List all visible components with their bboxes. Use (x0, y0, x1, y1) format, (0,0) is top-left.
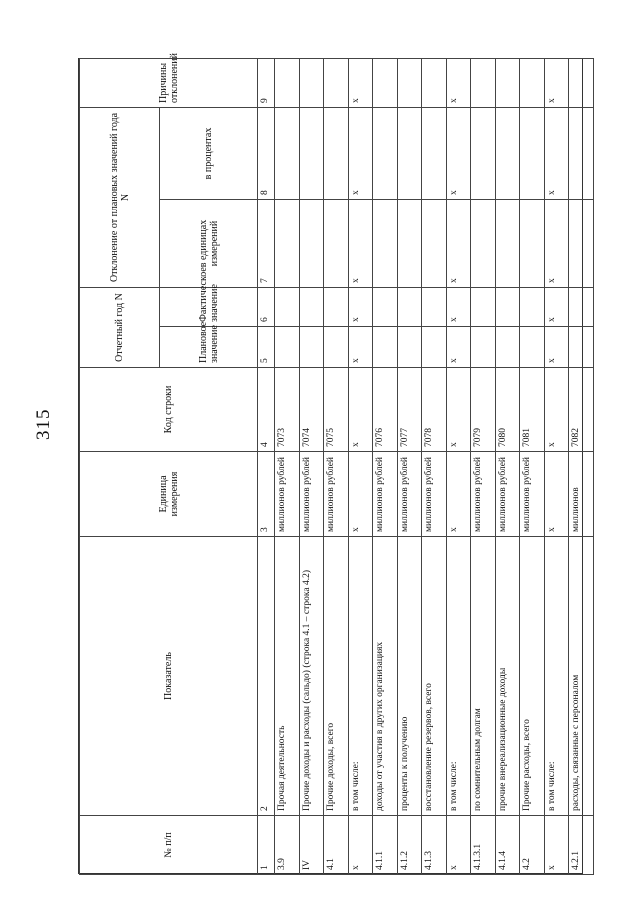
row-indicator: проценты к получению (397, 537, 422, 816)
table-row (495, 58, 520, 874)
header-code: Код строки (80, 368, 258, 452)
row-deviation-units (520, 199, 545, 287)
row-deviation-percent (275, 107, 300, 199)
row-deviation-units: x (446, 199, 471, 287)
row-reasons: x (446, 58, 471, 107)
row-indicator: в том числе: (348, 537, 373, 816)
row-deviation-percent (569, 107, 594, 199)
row-unit: миллионов рублей (422, 452, 447, 537)
row-planned-value: x (348, 327, 373, 368)
row-planned-value (471, 327, 496, 368)
row-unit: x (348, 452, 373, 537)
row-deviation-units (495, 199, 520, 287)
row-reasons (275, 58, 300, 107)
row-actual-value (569, 287, 594, 326)
row-planned-value: x (446, 327, 471, 368)
row-actual-value: x (348, 287, 373, 326)
row-deviation-units (275, 199, 300, 287)
row-indicator: прочие внереализационные доходы (495, 537, 520, 816)
column-number: 9 (258, 58, 275, 107)
row-planned-value (569, 327, 594, 368)
column-number: 4 (258, 368, 275, 452)
row-code: 7082 (569, 368, 594, 452)
row-code: x (544, 368, 569, 452)
row-actual-value (373, 287, 398, 326)
row-actual-value (397, 287, 422, 326)
row-indicator: в том числе: (544, 537, 569, 816)
row-reasons (520, 58, 545, 107)
row-planned-value (495, 327, 520, 368)
row-code: 7077 (397, 368, 422, 452)
table-body (275, 58, 594, 874)
column-numbers-row (258, 58, 275, 874)
row-number: 4.1.3.1 (471, 816, 496, 875)
row-deviation-units (422, 199, 447, 287)
row-indicator: восстановление резервов, всего (422, 537, 447, 816)
column-number: 7 (258, 199, 275, 287)
row-code: 7074 (299, 368, 324, 452)
table-row (397, 58, 422, 874)
row-indicator: по сомнительным долгам (471, 537, 496, 816)
row-indicator: Прочие доходы, всего (324, 537, 349, 816)
row-actual-value: x (446, 287, 471, 326)
row-planned-value (324, 327, 349, 368)
row-indicator: доходы от участия в других организациях (373, 537, 398, 816)
row-code: x (446, 368, 471, 452)
row-actual-value (299, 287, 324, 326)
row-actual-value (275, 287, 300, 326)
row-reasons (471, 58, 496, 107)
table-row (324, 58, 349, 874)
header-unit: Единица измерения (80, 452, 258, 537)
header-reasons: Причины отклонений (80, 58, 258, 107)
row-planned-value (520, 327, 545, 368)
row-unit: миллионов рублей (373, 452, 398, 537)
table-row (544, 58, 569, 874)
row-number: 4.1.2 (397, 816, 422, 875)
row-actual-value (495, 287, 520, 326)
row-actual-value (520, 287, 545, 326)
header-num: № п/п (80, 816, 258, 875)
page-number: 315 (33, 408, 54, 440)
row-deviation-percent: x (446, 107, 471, 199)
row-indicator: Прочие доходы и расходы (сальдо) (строка 4.1 – строка 4.2) (299, 537, 324, 816)
row-number: x (446, 816, 471, 875)
row-deviation-percent: x (348, 107, 373, 199)
header-in-units: в единицах измерений (160, 199, 258, 287)
row-number: 4.1.3 (422, 816, 447, 875)
row-planned-value (422, 327, 447, 368)
row-unit: миллионов (569, 452, 594, 537)
row-number: 3.9 (275, 816, 300, 875)
row-deviation-percent (373, 107, 398, 199)
row-reasons (299, 58, 324, 107)
row-number: 4.1 (324, 816, 349, 875)
table-row (299, 58, 324, 874)
table-row (422, 58, 447, 874)
row-deviation-percent (397, 107, 422, 199)
column-number: 8 (258, 107, 275, 199)
row-reasons (373, 58, 398, 107)
row-deviation-units (373, 199, 398, 287)
row-code: 7080 (495, 368, 520, 452)
row-number: 4.1.4 (495, 816, 520, 875)
row-planned-value (397, 327, 422, 368)
row-reasons (495, 58, 520, 107)
row-code: x (348, 368, 373, 452)
row-number: x (544, 816, 569, 875)
row-unit: миллионов рублей (397, 452, 422, 537)
column-number: 3 (258, 452, 275, 537)
row-planned-value (373, 327, 398, 368)
table-row (471, 58, 496, 874)
row-number: 4.2 (520, 816, 545, 875)
row-unit: миллионов рублей (520, 452, 545, 537)
row-deviation-percent (471, 107, 496, 199)
row-deviation-units: x (348, 199, 373, 287)
row-actual-value: x (544, 287, 569, 326)
row-planned-value (275, 327, 300, 368)
column-number: 6 (258, 287, 275, 326)
table-header (80, 53, 275, 874)
row-code: 7075 (324, 368, 349, 452)
row-deviation-units (397, 199, 422, 287)
row-deviation-percent (520, 107, 545, 199)
row-number: IV (299, 816, 324, 875)
table-row (520, 58, 545, 874)
row-reasons: x (544, 58, 569, 107)
table-row (446, 58, 471, 874)
report-table (79, 53, 594, 875)
header-indicator: Показатель (80, 537, 258, 816)
row-deviation-percent: x (544, 107, 569, 199)
row-code: 7081 (520, 368, 545, 452)
row-indicator: Прочая деятельность (275, 537, 300, 816)
column-number: 5 (258, 327, 275, 368)
row-deviation-percent (299, 107, 324, 199)
row-unit: миллионов рублей (495, 452, 520, 537)
row-code: 7073 (275, 368, 300, 452)
row-planned-value (299, 327, 324, 368)
row-actual-value (324, 287, 349, 326)
header-deviation-group: Отклонение от плановых значений года N (80, 107, 160, 287)
header-year-group: Отчетный год N (80, 287, 160, 367)
table-row (373, 58, 398, 874)
row-unit: миллионов рублей (299, 452, 324, 537)
report-table-container (79, 53, 584, 875)
row-code: 7076 (373, 368, 398, 452)
row-unit: миллионов рублей (324, 452, 349, 537)
row-deviation-units (299, 199, 324, 287)
row-reasons (422, 58, 447, 107)
table-row (348, 58, 373, 874)
row-deviation-units (324, 199, 349, 287)
row-reasons (324, 58, 349, 107)
rotated-report-sheet (78, 53, 583, 874)
row-unit: миллионов рублей (275, 452, 300, 537)
header-actual: Фактическое значение (160, 287, 258, 326)
row-reasons (397, 58, 422, 107)
row-number: x (348, 816, 373, 875)
row-deviation-percent (495, 107, 520, 199)
row-planned-value: x (544, 327, 569, 368)
row-number: 4.1.1 (373, 816, 398, 875)
row-indicator: расходы, связанные с персоналом (569, 537, 594, 816)
row-unit: x (446, 452, 471, 537)
row-code: 7079 (471, 368, 496, 452)
row-indicator: в том числе: (446, 537, 471, 816)
row-deviation-units: x (544, 199, 569, 287)
row-deviation-percent (324, 107, 349, 199)
table-row (569, 58, 594, 874)
row-number: 4.2.1 (569, 816, 594, 875)
header-planned: Плановое значение (160, 327, 258, 368)
row-indicator: Прочие расходы, всего (520, 537, 545, 816)
row-actual-value (471, 287, 496, 326)
row-reasons (569, 58, 594, 107)
row-unit: x (544, 452, 569, 537)
row-code: 7078 (422, 368, 447, 452)
column-number: 1 (258, 816, 275, 875)
row-unit: миллионов рублей (471, 452, 496, 537)
row-deviation-percent (422, 107, 447, 199)
column-number: 2 (258, 537, 275, 816)
header-in-percent: в процентах (160, 107, 258, 199)
row-actual-value (422, 287, 447, 326)
row-deviation-units (569, 199, 594, 287)
table-row (275, 58, 300, 874)
row-reasons: x (348, 58, 373, 107)
row-deviation-units (471, 199, 496, 287)
